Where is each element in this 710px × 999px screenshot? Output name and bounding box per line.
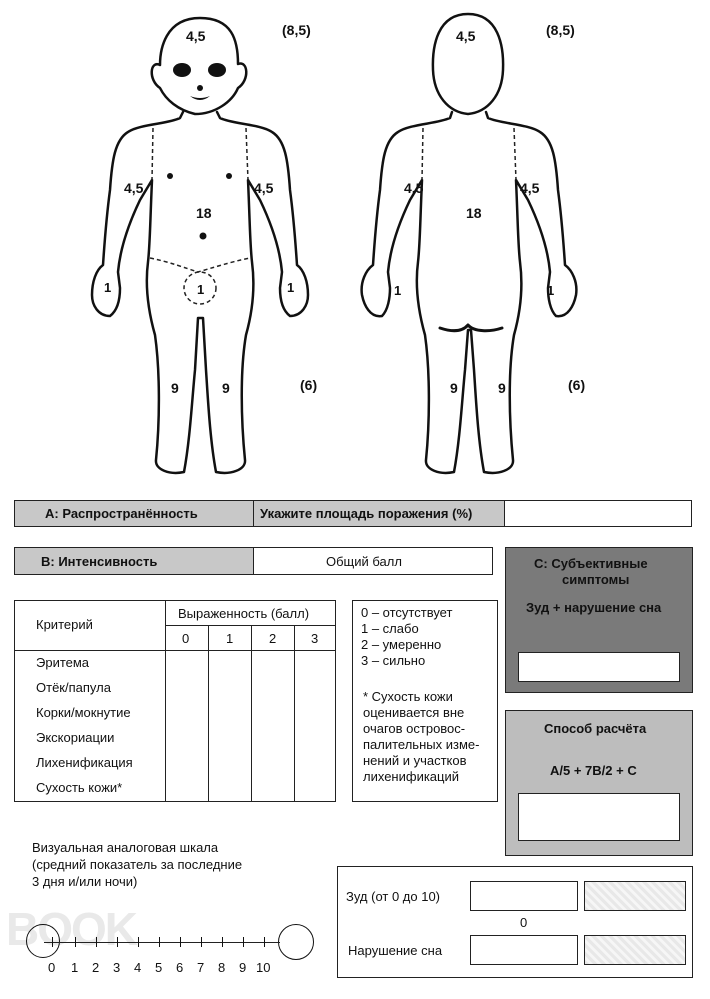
- vas-caption-line: 3 дня и/или ночи): [32, 874, 138, 889]
- score-col-1: 1: [226, 631, 234, 646]
- back-leg-right-value: 9: [498, 380, 506, 396]
- section-c-subtitle: Зуд + нарушение сна: [526, 600, 662, 615]
- vas-tick-label: 7: [197, 960, 205, 975]
- vas-tick: [75, 937, 76, 947]
- center-zero-label: 0: [520, 915, 528, 930]
- legend-note-line: нений и участков: [363, 753, 467, 768]
- section-c-title-line2: симптомы: [562, 572, 630, 587]
- vas-tick: [264, 937, 265, 947]
- section-a-prompt: Укажите площадь поражения (%): [260, 506, 473, 521]
- front-arm-right-value: 4,5: [254, 180, 274, 196]
- legend-scale-item: 1 – слабо: [361, 621, 419, 636]
- back-head-value: 4,5: [456, 28, 476, 44]
- score-col-3: 3: [311, 631, 319, 646]
- sleep-label: Нарушение сна: [348, 943, 443, 958]
- front-leg-right-value: 9: [222, 380, 230, 396]
- front-hand-right-value: 1: [287, 280, 295, 295]
- table-rule: [165, 600, 166, 802]
- vas-tick: [243, 937, 244, 947]
- vas-tick: [201, 937, 202, 947]
- criterion-row: Эритема: [36, 655, 90, 670]
- calculation-formula: А/5 + 7В/2 + С: [550, 763, 637, 778]
- front-leg-child-value: (6): [300, 377, 318, 393]
- criterion-row: Экскориации: [36, 730, 115, 745]
- sleep-score-input[interactable]: [470, 935, 578, 965]
- vas-tick-label: 6: [176, 960, 184, 975]
- legend-note-line: палительных изме-: [363, 737, 480, 752]
- section-a-label: А: Распространённость: [45, 506, 198, 521]
- vas-tick: [96, 937, 97, 947]
- front-hand-left-value: 1: [104, 280, 112, 295]
- back-leg-left-value: 9: [450, 380, 458, 396]
- section-b-label: В: Интенсивность: [41, 554, 158, 569]
- vas-tick: [52, 937, 53, 947]
- total-score-label: Общий балл: [326, 554, 402, 569]
- back-leg-child-value: (6): [568, 377, 586, 393]
- back-head-child-value: (8,5): [546, 22, 575, 38]
- legend-note-line: * Сухость кожи: [363, 689, 453, 704]
- front-head-value: 4,5: [186, 28, 206, 44]
- front-trunk-value: 18: [196, 205, 212, 221]
- section-c-panel: [505, 547, 693, 693]
- vas-tick-label: 0: [48, 960, 56, 975]
- table-rule: [14, 650, 336, 651]
- vas-tick: [180, 937, 181, 947]
- vas-tick-label: 1: [71, 960, 79, 975]
- back-arm-right-value: 4,5: [520, 180, 540, 196]
- section-a-prompt-box: [253, 500, 505, 527]
- itch-label: Зуд (от 0 до 10): [346, 889, 441, 904]
- itch-score-input[interactable]: [470, 881, 578, 911]
- back-hand-right-value: 1: [547, 283, 555, 298]
- vas-tick-label: 4: [134, 960, 142, 975]
- symptoms-panel: [337, 866, 693, 978]
- section-a-label-box: [14, 500, 254, 527]
- legend-note-line: очагов островос-: [363, 721, 466, 736]
- scorad-result-input[interactable]: [518, 793, 680, 841]
- vas-start-circle: [26, 924, 60, 958]
- criterion-row: Корки/мокнутие: [36, 705, 131, 720]
- section-c-title: С: Субъективные: [534, 556, 648, 571]
- vas-caption-line: Визуальная аналоговая шкала: [32, 840, 219, 855]
- table-rule: [294, 625, 295, 802]
- vas-end-circle: [278, 924, 314, 960]
- vas-tick: [138, 937, 139, 947]
- front-head-child-value: (8,5): [282, 22, 311, 38]
- legend-box: [352, 600, 498, 802]
- severity-header: Выраженность (балл): [178, 606, 310, 621]
- vas-tick: [117, 937, 118, 947]
- criterion-row: Лихенификация: [36, 755, 133, 770]
- criterion-row: Отёк/папула: [36, 680, 111, 695]
- vas-tick: [222, 937, 223, 947]
- vas-tick-label: 8: [218, 960, 226, 975]
- watermark-logo: BOOK: [6, 903, 136, 955]
- legend-scale-item: 2 – умеренно: [361, 637, 442, 652]
- back-arm-left-value: 4,5: [404, 180, 424, 196]
- vas-tick-label: 5: [155, 960, 163, 975]
- vas-tick-label: 10: [256, 960, 271, 975]
- back-figure: [362, 14, 577, 473]
- vas-scale-line[interactable]: [44, 942, 280, 943]
- score-col-0: 0: [182, 631, 190, 646]
- back-trunk-value: 18: [466, 205, 482, 221]
- calculation-panel: [505, 710, 693, 856]
- legend-note-line: оценивается вне: [363, 705, 465, 720]
- table-rule: [251, 625, 252, 802]
- legend-note-line: лихенификаций: [363, 769, 460, 784]
- front-genital-value: 1: [197, 282, 205, 297]
- criterion-header: Критерий: [36, 617, 93, 632]
- criterion-row: Сухость кожи*: [36, 780, 123, 795]
- vas-caption-line: (средний показатель за последние: [32, 857, 243, 872]
- total-score-box[interactable]: [253, 547, 493, 575]
- legend-scale-item: 3 – сильно: [361, 653, 426, 668]
- legend-scale-item: 0 – отсутствует: [361, 605, 453, 620]
- vas-tick: [159, 937, 160, 947]
- front-arm-left-value: 4,5: [124, 180, 144, 196]
- section-c-score-input[interactable]: [518, 652, 680, 682]
- vas-tick-label: 3: [113, 960, 121, 975]
- sleep-score-shaded-box: [584, 935, 686, 965]
- back-hand-left-value: 1: [394, 283, 402, 298]
- area-percent-input[interactable]: [504, 500, 692, 527]
- vas-tick-label: 2: [92, 960, 100, 975]
- table-rule: [208, 625, 209, 802]
- front-leg-left-value: 9: [171, 380, 179, 396]
- score-col-2: 2: [269, 631, 277, 646]
- itch-score-shaded-box: [584, 881, 686, 911]
- calculation-title: Способ расчёта: [544, 721, 647, 736]
- section-b-label-box: [14, 547, 254, 575]
- vas-tick-label: 9: [239, 960, 247, 975]
